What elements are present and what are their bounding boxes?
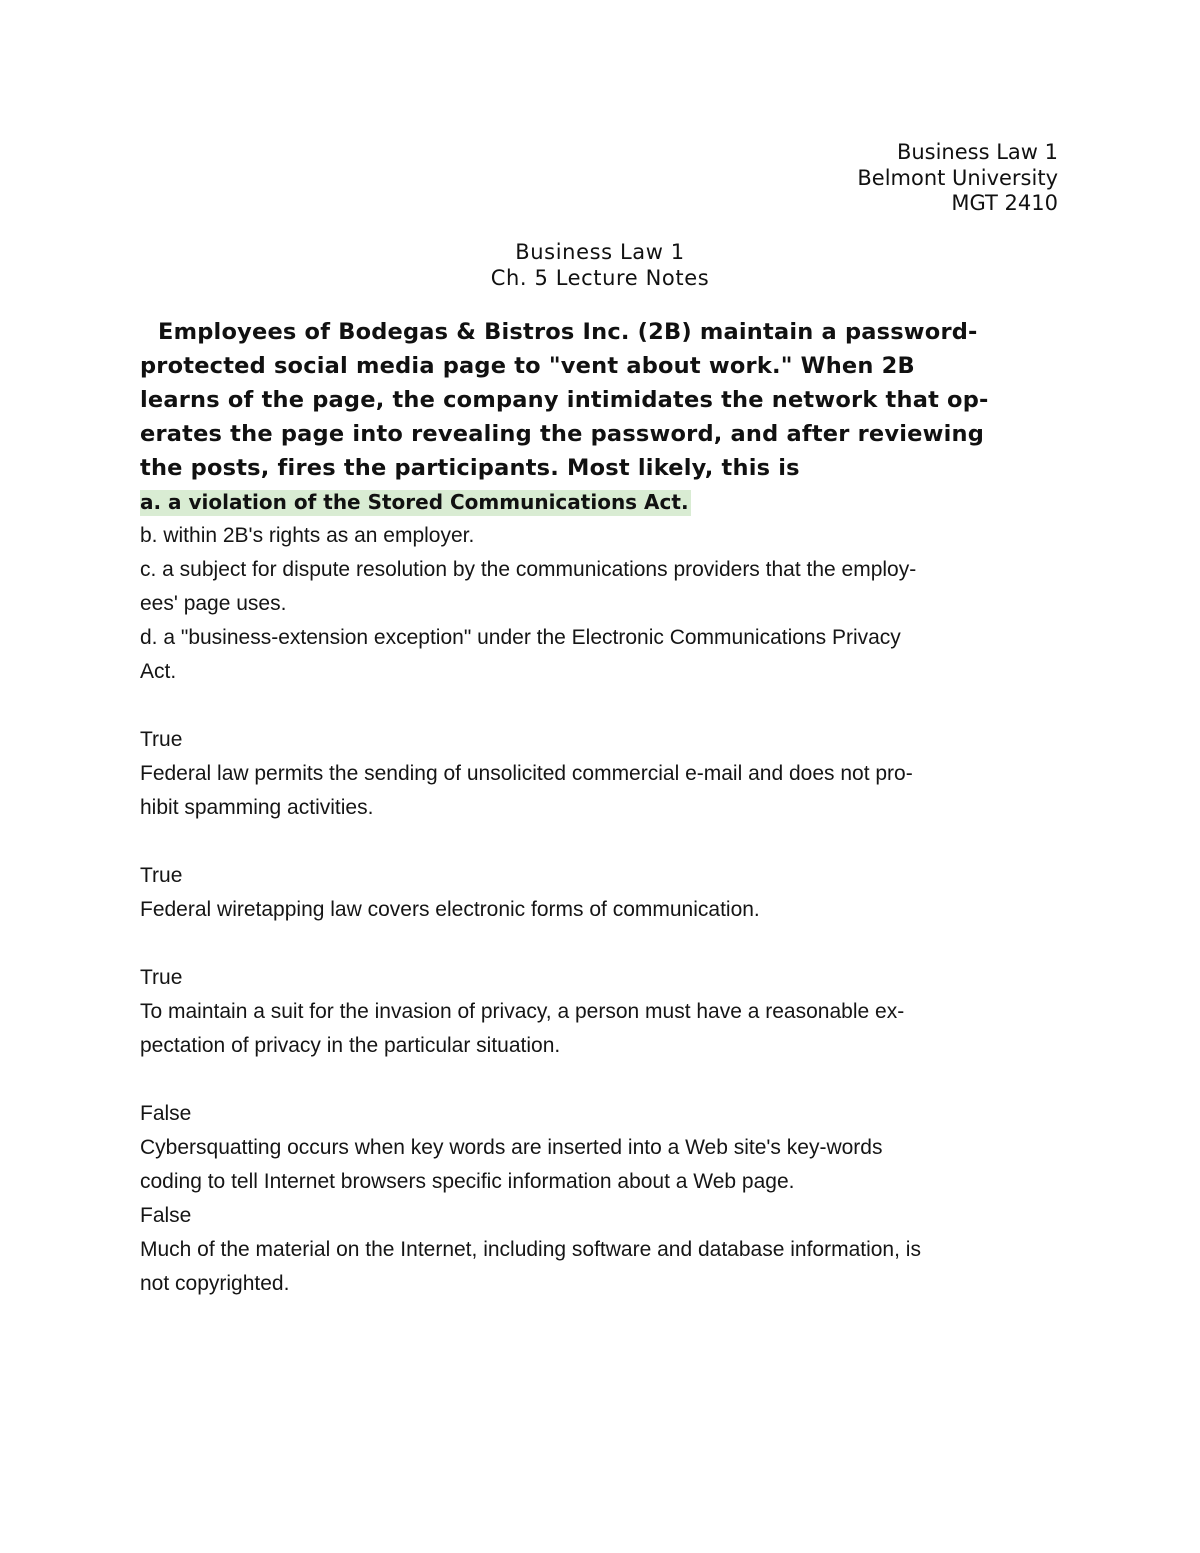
statement-item (140, 961, 1060, 1063)
spacer (140, 1063, 1060, 1097)
statement-text: Federal wiretapping law covers electronic forms of communication. (140, 898, 760, 921)
spacer (140, 927, 1060, 961)
statement-answer: True (140, 728, 183, 751)
statement-item (140, 859, 1060, 927)
statement-answer: True (140, 966, 183, 989)
option-line: d. a "business-extension exception" under the Electronic Communications Privacy (140, 626, 901, 649)
answer-option-b (140, 519, 1060, 553)
question-line: erates the page into revealing the password, and after reviewing (140, 421, 985, 447)
document-body (140, 315, 1060, 1301)
statement-text: Federal law permits the sending of unsolicited commercial e-mail and does not pro- (140, 762, 913, 785)
option-line: Act. (140, 660, 177, 683)
option-line: b. within 2B's rights as an employer. (140, 524, 475, 547)
header-course-code: MGT 2410 (951, 191, 1058, 215)
question-line: learns of the page, the company intimidates the network that op- (140, 387, 989, 413)
question-stem (140, 315, 1060, 485)
statement-answer: True (140, 864, 183, 887)
statement-text: Much of the material on the Internet, including software and database information, is (140, 1238, 921, 1261)
header-university: Belmont University (857, 165, 1058, 190)
question-line: Employees of Bodegas & Bistros Inc. (2B) maintain a password- (150, 319, 978, 345)
statement-text: hibit spamming activities. (140, 796, 374, 819)
highlighted-answer: a. a violation of the Stored Communications Act. (140, 490, 689, 514)
statement-item (140, 1097, 1060, 1199)
option-line: ees' page uses. (140, 592, 287, 615)
answer-option-a-correct (140, 485, 1060, 519)
statement-text: not copyrighted. (140, 1272, 290, 1295)
question-line: the posts, fires the participants. Most likely, this is (140, 455, 800, 481)
document-title (0, 240, 1200, 291)
statement-text: To maintain a suit for the invasion of privacy, a person must have a reasonable ex- (140, 1000, 905, 1023)
statement-text: pectation of privacy in the particular situation. (140, 1034, 561, 1057)
spacer (140, 825, 1060, 859)
header-course: Business Law 1 (896, 140, 1058, 164)
question-line: protected social media page to "vent about work." When 2B (140, 353, 915, 379)
answer-option-c (140, 553, 1060, 621)
statement-answer: False (140, 1102, 192, 1125)
statement-text: Cybersquatting occurs when key words are inserted into a Web site's key-words (140, 1136, 883, 1159)
statement-answer: False (140, 1204, 192, 1227)
statement-text: coding to tell Internet browsers specific information about a Web page. (140, 1170, 795, 1193)
document-header (857, 140, 1058, 217)
title-line-2: Ch. 5 Lecture Notes (490, 265, 710, 290)
statement-item (140, 723, 1060, 825)
statement-item (140, 1199, 1060, 1301)
option-line: c. a subject for dispute resolution by the communications providers that the employ- (140, 558, 917, 581)
spacer (140, 689, 1060, 723)
title-line-1: Business Law 1 (515, 240, 685, 264)
answer-option-d (140, 621, 1060, 689)
